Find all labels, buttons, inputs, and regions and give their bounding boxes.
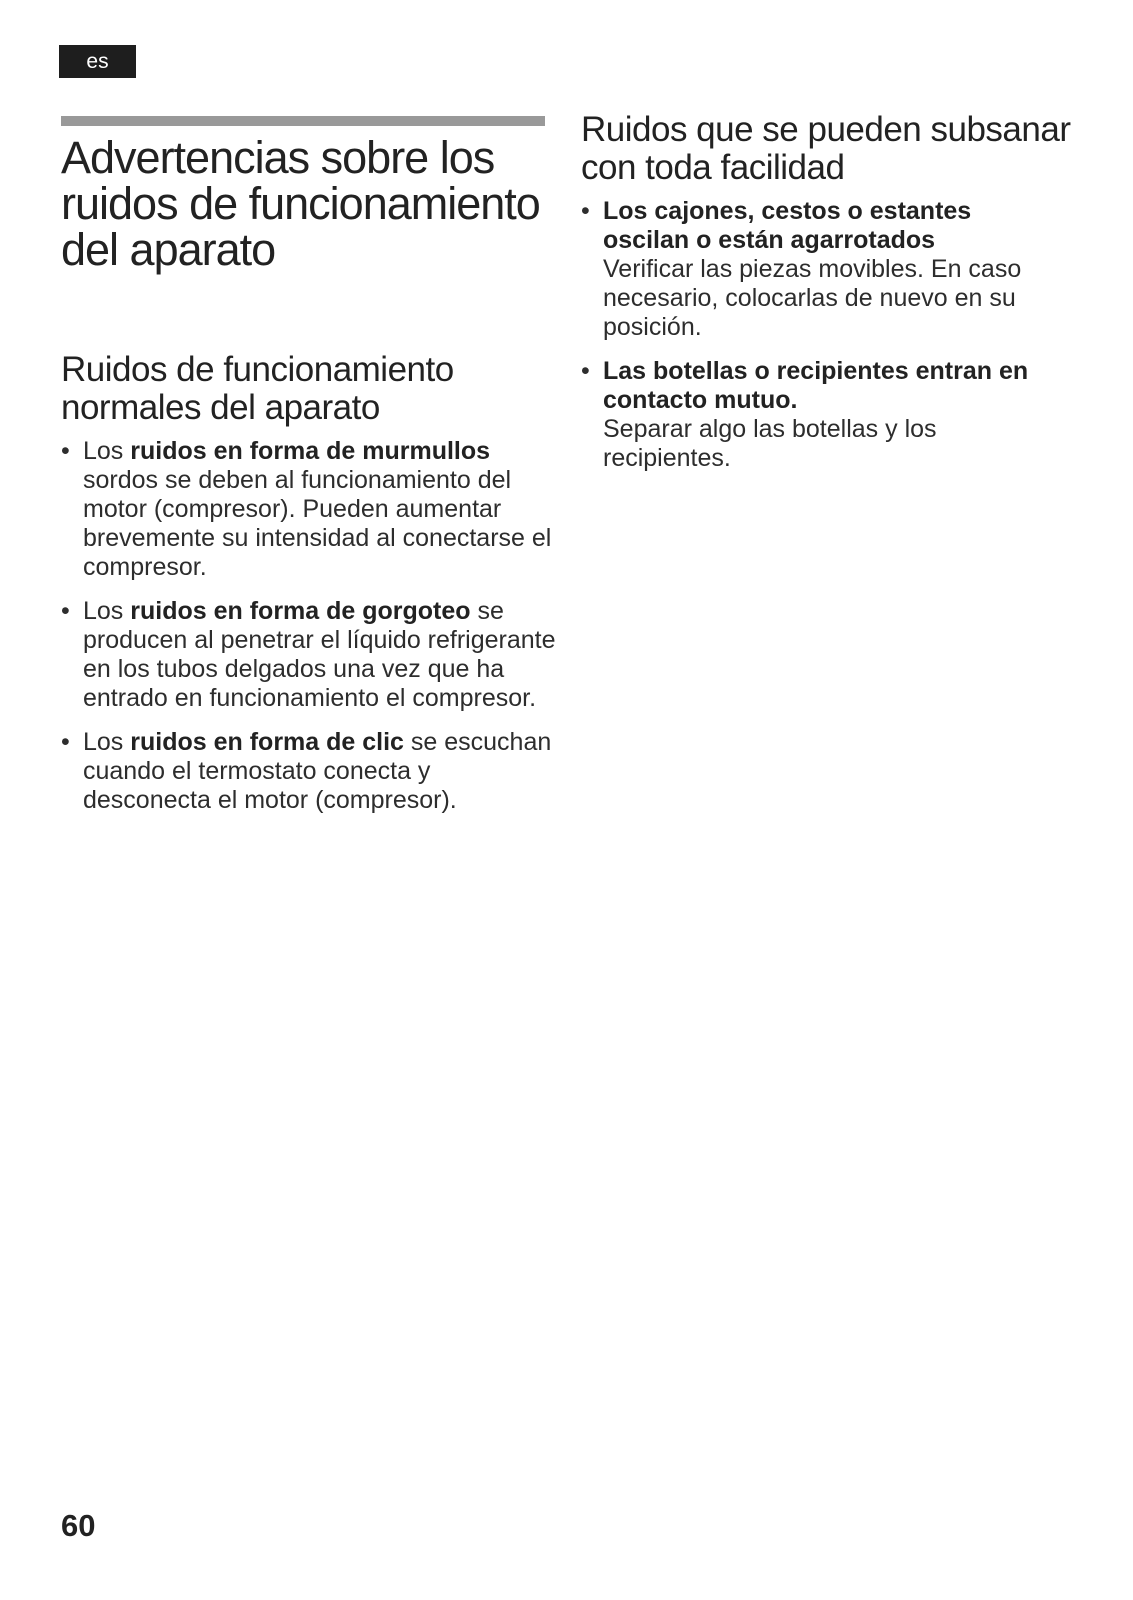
item-prefix: Los bbox=[83, 728, 131, 756]
bullet-icon: • bbox=[581, 357, 590, 385]
bullet-icon: • bbox=[61, 437, 70, 465]
list-item bbox=[61, 437, 561, 582]
list-item bbox=[61, 597, 561, 713]
fixable-noises-heading: Ruidos que se pueden subsanar con toda facilidad bbox=[581, 110, 1071, 187]
page-number: 60 bbox=[61, 1508, 96, 1543]
bullet-icon: • bbox=[581, 197, 590, 225]
item-bold-term: ruidos en forma de clic bbox=[130, 728, 404, 756]
item-body: Separar algo las botellas y los recipientes. bbox=[603, 415, 937, 472]
item-prefix: Los bbox=[83, 597, 131, 625]
item-title: Las botellas o recipientes entran en contacto mutuo. bbox=[603, 357, 1029, 414]
list-item bbox=[581, 197, 1061, 342]
item-body: Verificar las piezas movibles. En caso necesario, colocarlas de nuevo en su posición. bbox=[603, 255, 1022, 341]
list-item bbox=[581, 357, 1061, 473]
item-title: Los cajones, cestos o estantes oscilan o están agarrotados bbox=[603, 197, 972, 254]
normal-noises-list bbox=[61, 437, 561, 830]
bullet-icon: • bbox=[61, 597, 70, 625]
bullet-icon: • bbox=[61, 728, 70, 756]
item-bold-term: ruidos en forma de murmullos bbox=[130, 437, 491, 465]
item-prefix: Los bbox=[83, 437, 131, 465]
normal-noises-heading: Ruidos de funcionamiento normales del aparato bbox=[61, 350, 454, 427]
item-text: se escuchan cuando el termostato conecta y desconecta el motor (compresor). bbox=[83, 728, 552, 814]
page-title: Advertencias sobre los ruidos de funcionamiento del aparato bbox=[61, 132, 540, 275]
item-text: sordos se deben al funcionamiento del motor (compresor). Pueden aumentar brevemente su intensidad al conectarse el compresor. bbox=[83, 466, 552, 581]
section-rule bbox=[61, 116, 545, 126]
list-item bbox=[61, 728, 561, 815]
fixable-noises-list bbox=[581, 197, 1061, 488]
item-bold-term: ruidos en forma de gorgoteo bbox=[130, 597, 471, 625]
item-text: se producen al penetrar el líquido refrigerante en los tubos delgados una vez que ha entrado en funcionamiento el compresor. bbox=[83, 597, 556, 712]
language-tab: es bbox=[59, 45, 136, 78]
